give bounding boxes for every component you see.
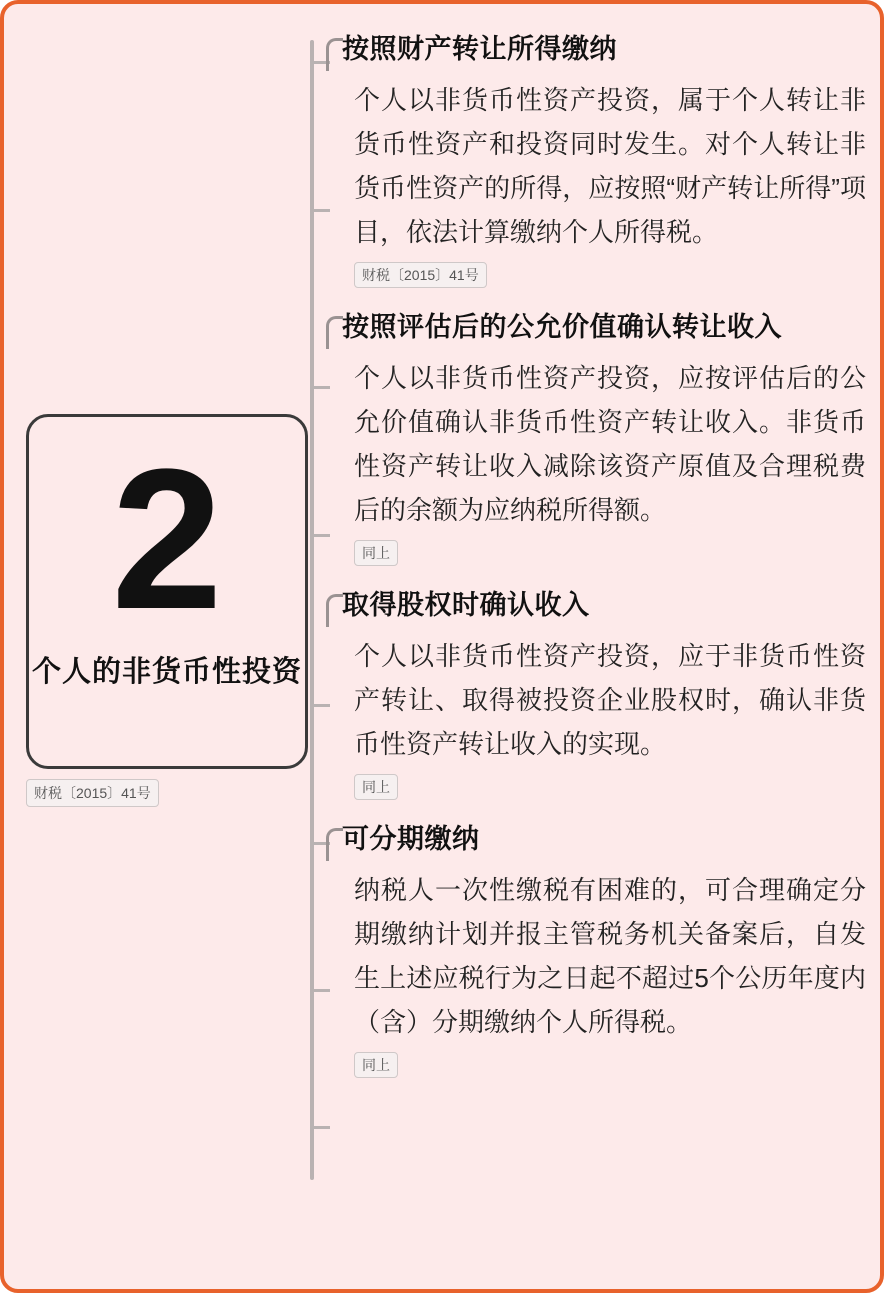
branch-list bbox=[326, 30, 866, 1096]
root-number: 2 bbox=[111, 428, 223, 651]
branch-item[interactable] bbox=[326, 30, 866, 306]
branch-source-tag: 同上 bbox=[354, 774, 398, 800]
branch-body: 个人以非货币性资产投资，属于个人转让非货币性资产和投资同时发生。对个人转让非货币性资产的所得，应按照“财产转让所得”项目，依法计算缴纳个人所得税。 bbox=[354, 85, 866, 247]
branch-source-tag: 同上 bbox=[354, 540, 398, 566]
branch-heading: 取得股权时确认收入 bbox=[342, 590, 590, 620]
branch-hook-icon bbox=[326, 828, 343, 861]
branch-item[interactable] bbox=[326, 308, 866, 584]
branch-body: 个人以非货币性资产投资，应于非货币性资产转让、取得被投资企业股权时，确认非货币性资产转让收入的实现。 bbox=[354, 641, 866, 759]
branch-hook-icon bbox=[326, 38, 343, 71]
branch-source-tag: 财税〔2015〕41号 bbox=[354, 262, 487, 288]
branch-hook-icon bbox=[326, 594, 343, 627]
branch-body: 纳税人一次性缴税有困难的，可合理确定分期缴纳计划并报主管税务机关备案后，自发生上述应税行为之日起不超过5个公历年度内（含）分期缴纳个人所得税。 bbox=[354, 875, 866, 1037]
root-source-tag: 财税〔2015〕41号 bbox=[26, 779, 159, 807]
branch-source-tag: 同上 bbox=[354, 1052, 398, 1078]
root-node[interactable] bbox=[26, 414, 308, 769]
branch-body: 个人以非货币性资产投资，应按评估后的公允价值确认非货币性资产转让收入。非货币性资产转让收入减除该资产原值及合理税费后的余额为应纳税所得额。 bbox=[354, 363, 866, 525]
connector-stub-8 bbox=[314, 1126, 330, 1129]
branch-heading: 按照财产转让所得缴纳 bbox=[342, 34, 617, 64]
branch-item[interactable] bbox=[326, 586, 866, 818]
root-title: 个人的非货币性投资 bbox=[31, 656, 302, 688]
branch-heading: 可分期缴纳 bbox=[342, 824, 480, 854]
root-node-wrapper bbox=[26, 414, 308, 807]
branch-heading: 按照评估后的公允价值确认转让收入 bbox=[342, 312, 782, 342]
branch-hook-icon bbox=[326, 316, 343, 349]
branch-item[interactable] bbox=[326, 820, 866, 1096]
